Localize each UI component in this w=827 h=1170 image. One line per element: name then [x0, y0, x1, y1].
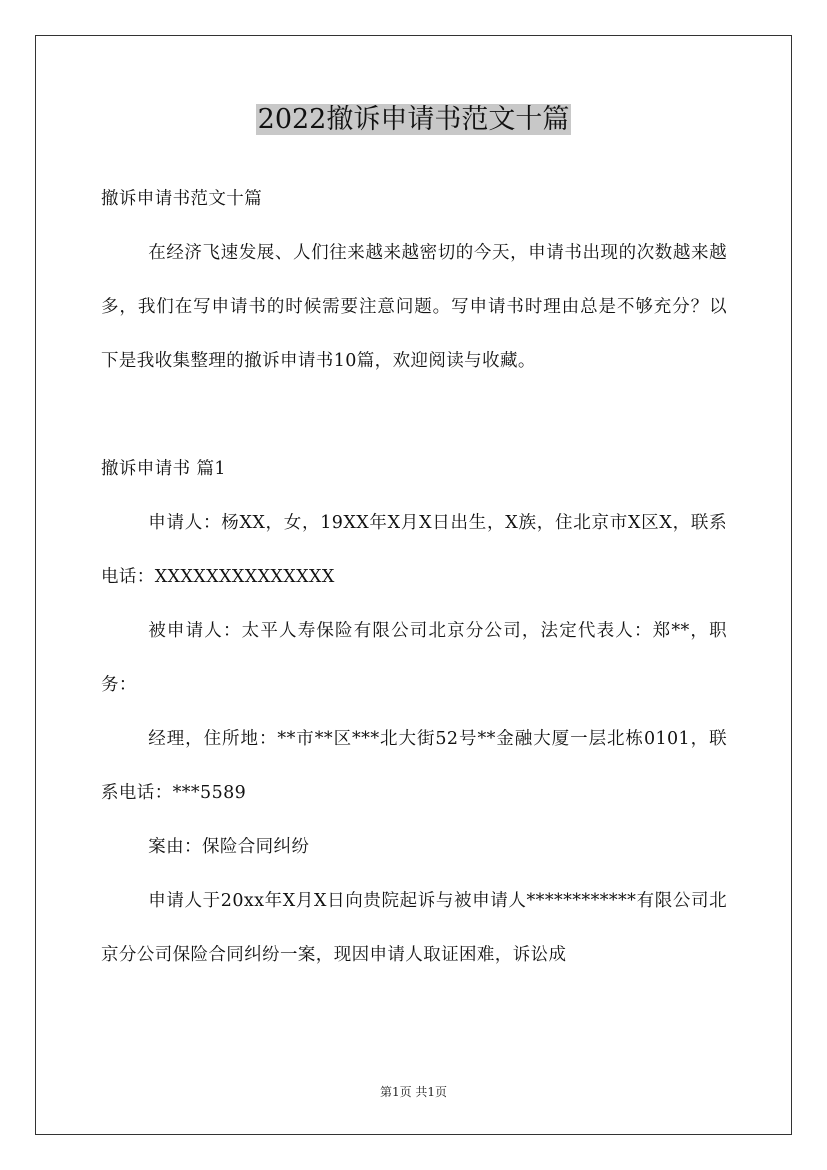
- page-footer: 第1页 共1页: [379, 1085, 448, 1099]
- address-paragraph: 经理，住所地：**市**区***北大街52号**金融大厦一层北栋0101，联系电话：***5589: [101, 729, 727, 803]
- section-heading: 撤诉申请书范文十篇: [101, 189, 263, 209]
- title-text: 2022撤诉申请书范文十篇: [257, 104, 570, 135]
- intro-paragraph: 在经济飞速发展、人们往来越来越密切的今天，申请书出现的次数越来越多，我们在写申请书的时候需要注意问题。写申请书时理由总是不够充分？以下是我收集整理的撤诉申请书10篇，欢迎阅读与收藏。: [101, 243, 727, 371]
- applicant-paragraph: 申请人：杨XX，女，19XX年X月X日出生，X族，住北京市X区X，联系电话：XXXXXXXXXXXXXX: [101, 513, 727, 587]
- statement-paragraph: 申请人于20xx年X月X日向贵院起诉与被申请人************有限公司北京分公司保险合同纠纷一案，现因申请人取证困难，诉讼成: [101, 891, 727, 965]
- section-title: 撤诉申请书 篇1: [101, 459, 226, 479]
- case-cause-paragraph: 案由：保险合同纠纷: [148, 837, 310, 857]
- document-body: [101, 172, 727, 982]
- document-title: [0, 100, 827, 140]
- respondent-paragraph: 被申请人：太平人寿保险有限公司北京分公司，法定代表人：郑**，职务：: [101, 621, 727, 695]
- spacer: [101, 388, 727, 442]
